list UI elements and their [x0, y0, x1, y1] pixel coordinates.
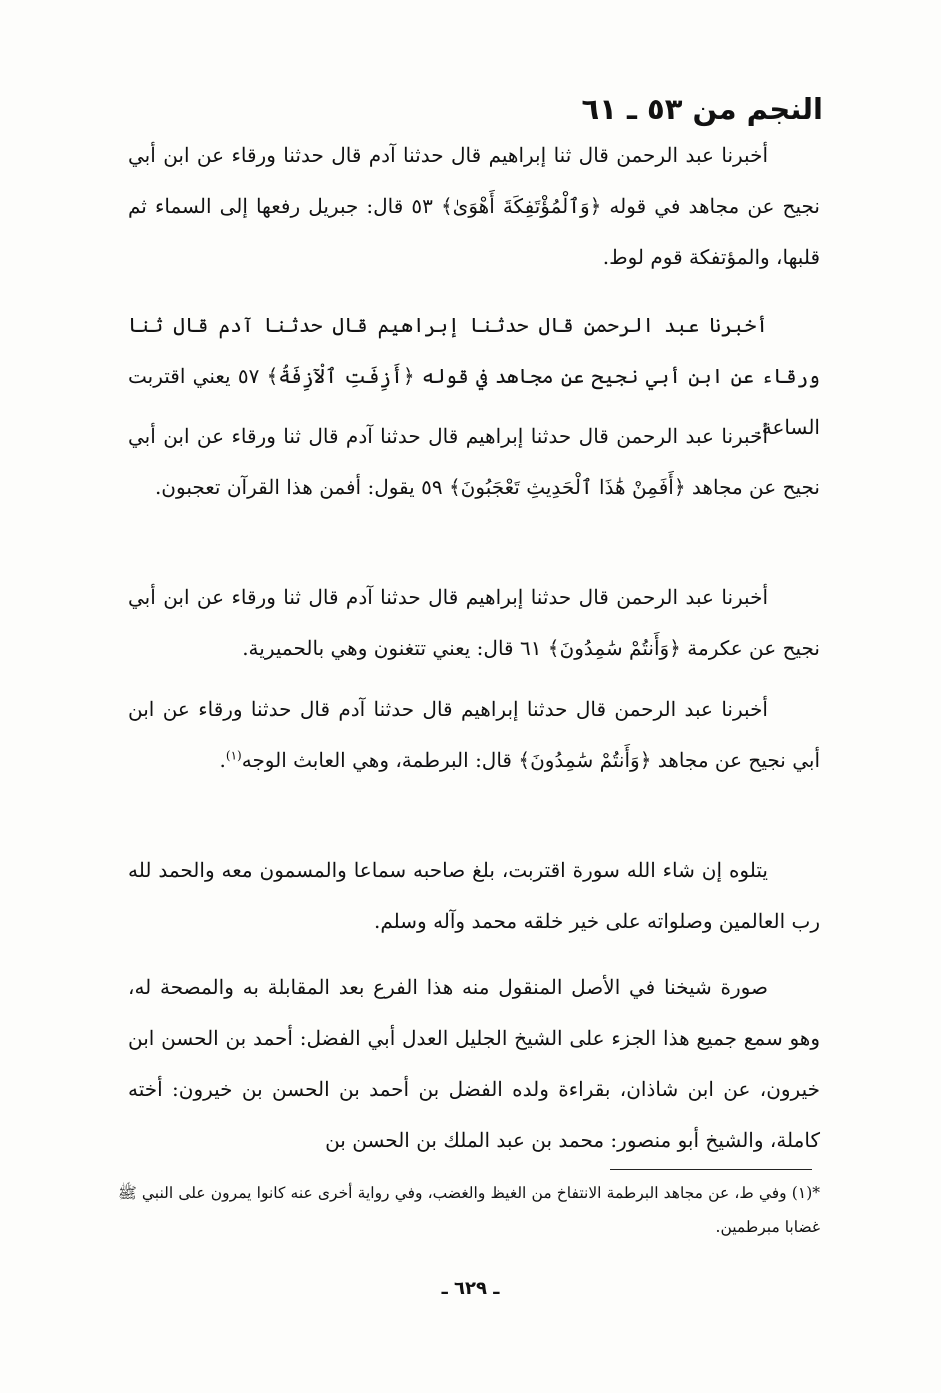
paragraph-6 [128, 845, 820, 947]
page-number: ـ ٦٢٩ ـ [441, 1278, 500, 1299]
paragraph-4 [128, 572, 820, 674]
paragraph-7 [128, 962, 820, 1166]
paragraph-5 [128, 684, 820, 786]
page-header: النجم من ٥٣ ـ ٦١ [581, 92, 823, 126]
paragraph-body: أخبرنا عبد الرحمن قال حدثنا إبراهيم قال حدثنا آدم قال حدثنا ورقاء عن ابن أبي نجيح عن مجاهد ﴿وَأَنتُمْ سَٰمِدُونَ﴾ قال: البرطمة، وهي العابث الوجه [128, 697, 820, 772]
paragraph-text: صورة شيخنا في الأصل المنقول منه هذا الفرع بعد المقابلة به والمصحة له، وهو سمع جميع هذا الجزء على الشيخ الجليل العدل أبي الفضل: أحمد بن الحسن ابن خيرون، عن ابن شاذان، بقراءة ولده الفضل بن أحمد بن الحسن بن خيرون: أخته كاملة، والشيخ أبو منصور: محمد بن عبد الملك بن الحسن بن [128, 975, 820, 1152]
paragraph-text: أخبرنا عبد الرحمن قال حدثنا إبراهيم قال حدثنا آدم قال ثنا ورقاء عن ابن أبي نجيح عن مجاهد في قوله ﴿أَزِفَتِ ٱلْآزِفَةُ﴾ ٥٧ يعني اقتربت الساعة. [128, 313, 820, 439]
paragraph-text: أخبرنا عبد الرحمن قال حدثنا إبراهيم قال حدثنا آدم قال ثنا ورقاء عن ابن أبي نجيح عن عكرمة ﴿وَأَنتُمْ سَٰمِدُونَ﴾ ٦١ قال: يعني تتغنون وهي بالحميرية. [128, 585, 820, 660]
paragraph-end-mark: . [219, 748, 226, 772]
footnote-reference: (١) [225, 748, 242, 763]
footnote-divider [610, 1169, 812, 1170]
paragraph-text: أخبرنا عبد الرحمن قال حدثنا إبراهيم قال حدثنا آدم قال ثنا ورقاء عن ابن أبي نجيح عن مجاهد ﴿أَفَمِنْ هَٰذَا ٱلْحَدِيثِ تَعْجَبُونَ﴾ ٥٩ يقول: أفمن هذا القرآن تعجبون. [128, 424, 820, 499]
footnote: *(١) وفي ط، عن مجاهد البرطمة الانتفاخ من الغيظ والغضب، وفي رواية أخرى عنه كانوا يمرون على النبي ﷺ غضابا مبرطمين. [118, 1184, 820, 1236]
paragraph-text: أخبرنا عبد الرحمن قال ثنا إبراهيم قال حدثنا آدم قال حدثنا ورقاء عن ابن أبي نجيح عن مجاهد في قوله ﴿وَٱلْمُؤْتَفِكَةَ أَهْوَىٰ﴾ ٥٣ قال: جبريل رفعها إلى السماء ثم قلبها، والمؤتفكة قوم لوط. [128, 143, 820, 269]
paragraph-3 [128, 411, 820, 513]
paragraph-text [128, 684, 820, 786]
paragraph-1 [128, 130, 820, 283]
paragraph-text: يتلوه إن شاء الله سورة اقتربت، بلغ صاحبه سماعا والمسمون معه والحمد لله رب العالمين وصلواته على خير خلقه محمد وآله وسلم. [128, 858, 820, 933]
